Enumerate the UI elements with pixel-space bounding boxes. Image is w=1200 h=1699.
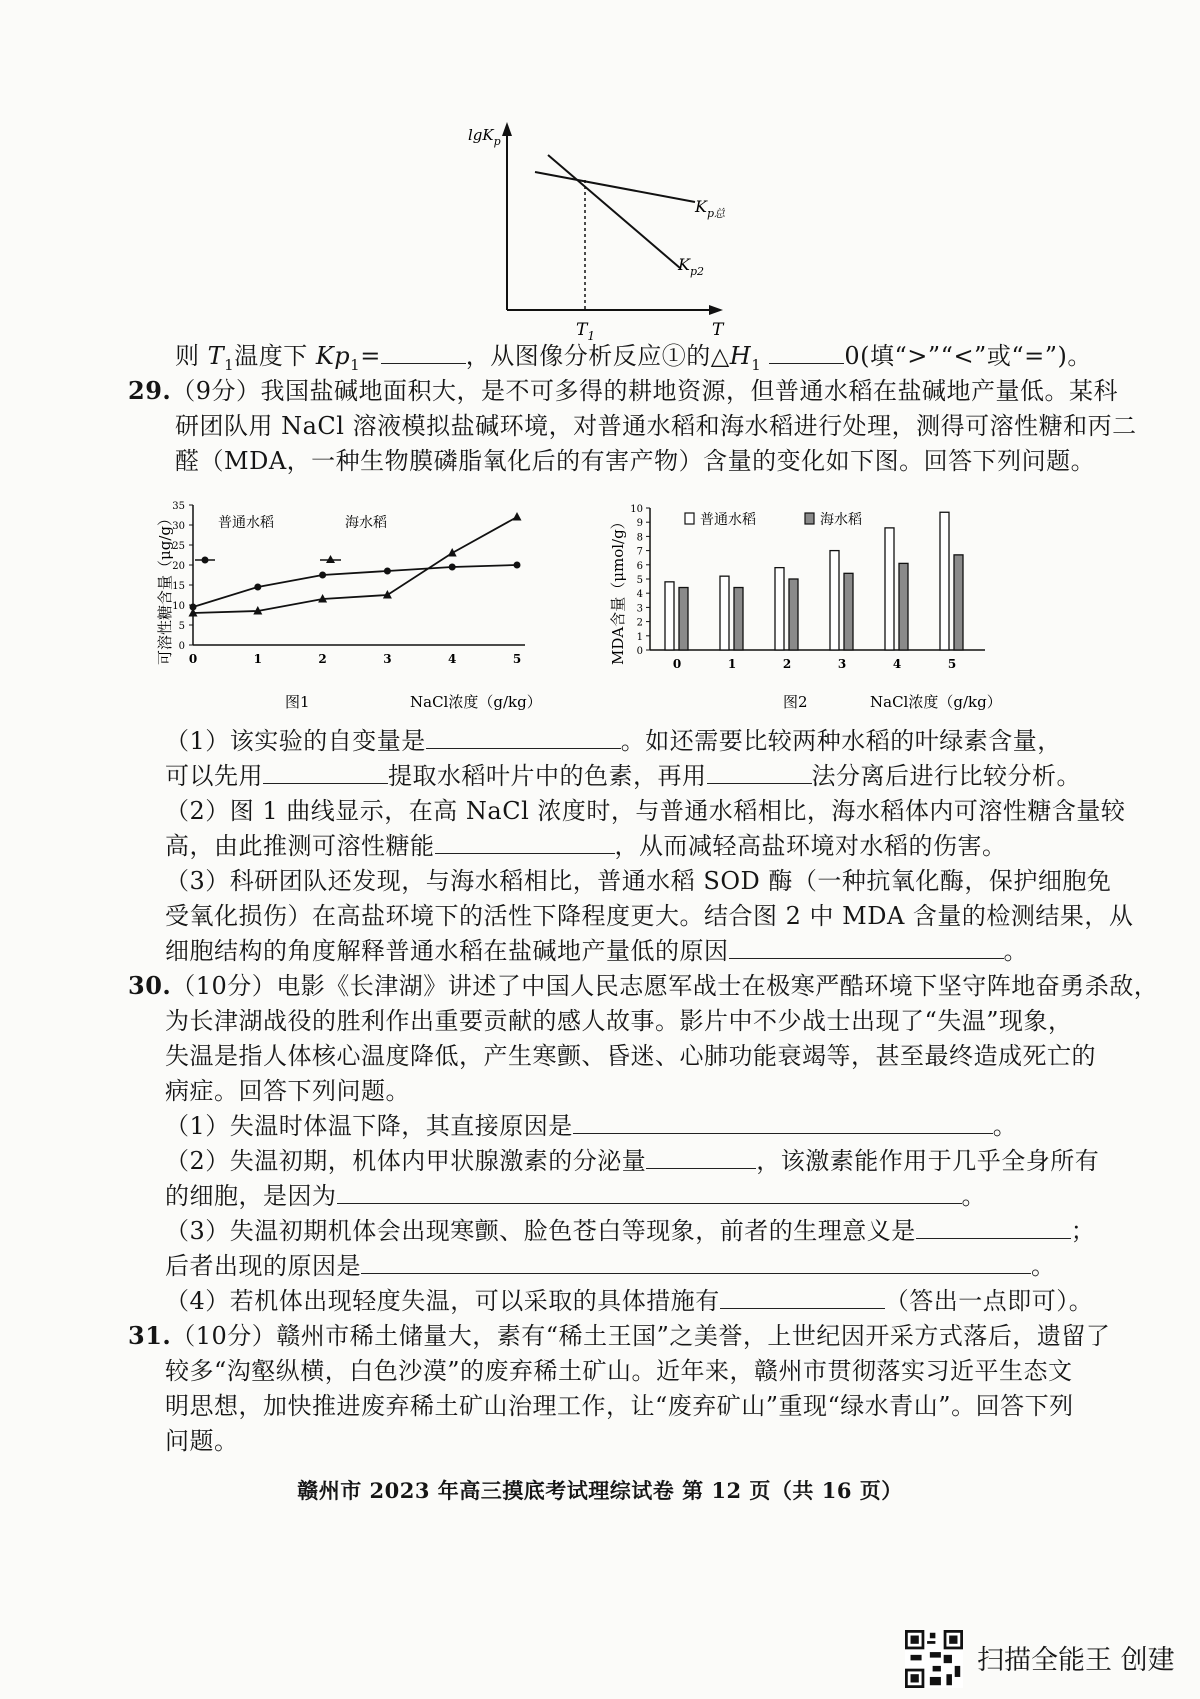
fig2-bar-normal-2 [775,568,784,650]
fig1-x-tick-label: 4 [448,652,457,666]
fig2-x-tick-label: 5 [947,657,957,671]
fig1-y-tick-label: 10 [172,601,185,612]
fig2-y-tick-label: 0 [636,646,643,657]
fig2-y-tick-label: 4 [636,589,643,601]
q29-sub1-line-2: 可以先用 提取水稻叶片中的色素，再用 法分离后进行比较分析。 [165,762,1081,790]
fig1-y-tick-label: 20 [172,561,185,572]
fig2-x-label: NaCl浓度（g/kg） [870,693,1002,711]
q31-line-2: 较多“沟壑纵横，白色沙漠”的废弃稀土矿山。近年来，赣州市贯彻落实习近平生态文 [165,1357,1073,1385]
figure-1-line-chart [155,495,595,715]
fig2-legend-swatch-normal [685,513,694,524]
q31-line-3: 明思想，加快推进废弃稀土矿山治理工作，让“废弃矿山”重现“绿水青山”。回答下列 [165,1392,1074,1420]
fig1-point-normal-4 [449,564,456,571]
fig2-y-tick-label: 9 [636,518,643,530]
fig2-title: 图2 [783,693,808,711]
fig2-bar-sea-1 [734,588,743,650]
fig2-legend-label-sea: 海水稻 [820,512,862,528]
fig2-legend-swatch-sea [805,513,814,524]
fig2-x-tick-label: 0 [672,657,682,671]
fig2-bar-sea-3 [844,573,853,650]
fig2-bar-sea-4 [899,563,908,650]
fig2-y-tick-label: 8 [636,532,643,544]
q29-line-1: 29.（9分）我国盐碱地面积大，是不可多得的耕地资源，但普通水稻在盐碱地产量低。某科 [128,376,1119,405]
fig1-legend-label-sea: 海水稻 [345,515,387,531]
figure-2-bar-chart [605,495,1045,715]
fig1-series-line-0 [193,565,517,607]
q30-line-2: 为长津湖战役的胜利作出重要贡献的感人故事。影片中不少战士出现了“失温”现象， [165,1007,1073,1035]
q30-line-3: 失温是指人体核心温度降低，产生寒颤、昏迷、心肺功能衰竭等，甚至最终造成死亡的 [165,1042,1096,1070]
fig2-bar-sea-2 [789,579,798,650]
fig1-point-normal-3 [384,568,391,575]
fig1-x-tick-label: 0 [188,652,198,666]
q29-sub2-line-2: 高，由此推测可溶性糖能 ，从而减轻高盐环境对水稻的伤害。 [165,832,1007,860]
q29-line-3: 醛（MDA，一种生物膜磷脂氧化后的有害产物）含量的变化如下图。回答下列问题。 [175,447,1096,475]
fig2-y-tick-label: 7 [636,546,643,558]
fig1-y-tick-label: 35 [172,501,185,512]
fig1-legend-marker-sea [326,555,335,563]
fig2-bar-normal-5 [940,512,949,650]
q28-tail-line: 则 $T_1$温度下 $Kp_1=$ ，从图像分析反应①的$\triangle H_1$ 0(填“>”“<”或“=”)。 [175,342,1092,374]
fig2-y-tick-label: 1 [636,631,643,643]
q29-sub2-line-1: （2）图 1 曲线显示，在高 NaCl 浓度时，与普通水稻相比，海水稻体内可溶性糖含量较 [165,797,1126,825]
q30-sub4: （4）若机体出现轻度失温，可以采取的具体措施有 （答出一点即可）。 [165,1287,1094,1315]
fig2-bar-normal-3 [830,551,839,650]
fig2-bar-sea-0 [679,588,688,650]
fig2-bar-normal-0 [665,582,674,650]
q29-line-2: 研团队用 NaCl 溶液模拟盐碱环境，对普通水稻和海水稻进行处理，测得可溶性糖和丙二 [175,412,1137,440]
q30-line-4: 病症。回答下列问题。 [165,1077,410,1105]
q31-line-4: 问题。 [165,1427,239,1455]
q29-sub3-line-3: 细胞结构的角度解释普通水稻在盐碱地产量低的原因 。 [165,937,1028,965]
q29-sub1-line-1: （1）该实验的自变量是 。如还需要比较两种水稻的叶绿素含量， [165,727,1062,755]
fig2-x-tick-label: 3 [837,657,847,671]
y-axis-label: lgK$_p$ [468,126,501,148]
fig1-y-tick-label: 30 [172,521,185,532]
fig1-point-sea-3 [383,590,392,599]
page-footer: 赣州市 2023 年高三摸底考试理综试卷 第 12 页（共 16 页） [297,1478,903,1503]
q30-sub2-line-2: 的细胞，是因为 。 [165,1182,986,1210]
q30-sub3-line-2: 后者出现的原因是 。 [165,1252,1056,1280]
fig1-point-sea-5 [513,512,522,521]
lgkp-vs-t-graph [460,110,780,345]
fig2-bar-normal-4 [885,528,894,650]
watermark-text: 扫描全能王 创建 [977,1645,1175,1676]
scanner-watermark [905,1630,1195,1685]
fig2-y-tick-label: 3 [636,603,643,615]
q29-sub3-line-2: 受氧化损伤）在高盐环境下的活性下降程度更大。结合图 2 中 MDA 含量的检测结果，从 [165,902,1134,930]
fig2-y-label: MDA含量（μmol/g） [609,514,627,665]
fig2-x-tick-label: 4 [892,657,902,671]
fig2-y-tick-label: 2 [636,617,643,629]
fig2-legend-label-normal: 普通水稻 [700,512,756,528]
fig1-y-tick-label: 15 [172,581,185,592]
fig1-y-tick-label: 0 [178,641,185,652]
fig1-point-normal-5 [514,562,521,569]
fig1-point-normal-1 [254,584,261,591]
fig1-x-label: NaCl浓度（g/kg） [410,693,542,711]
fig2-y-tick-label: 10 [630,504,643,515]
fig2-bar-sea-5 [954,555,963,650]
fig2-bar-normal-1 [720,576,729,650]
fig1-y-tick-label: 25 [172,541,185,552]
fig1-x-tick-label: 3 [383,652,392,666]
fig1-y-label: 可溶性糖含量（μg/g） [156,510,174,665]
q30-sub1: （1）失温时体温下降，其直接原因是 。 [165,1112,1018,1140]
q30-sub3-line-1: （3）失温初期机体会出现寒颤、脸色苍白等现象，前者的生理意义是 ； [165,1217,1096,1245]
kp2-label: $K_{p2}$ [678,255,704,278]
qr-code-icon [905,1630,963,1688]
fig2-y-tick-label: 6 [636,560,643,572]
fig2-x-tick-label: 1 [727,657,737,671]
x-axis-label: T [712,320,724,340]
kp-total-label: $K_{p总}$ [695,197,725,220]
t1-label: $T_1$ [576,320,595,343]
fig1-y-tick-label: 5 [178,621,185,632]
fig1-x-tick-label: 1 [253,652,262,666]
fig1-x-tick-label: 2 [318,652,327,666]
fig1-legend-label-normal: 普通水稻 [218,515,274,531]
fig1-title: 图1 [285,693,310,711]
q30-sub2-line-1: （2）失温初期，机体内甲状腺激素的分泌量 ，该激素能作用于几乎全身所有 [165,1147,1100,1175]
q31-line-1: 31.（10分）赣州市稀土储量大，素有“稀土王国”之美誉，上世纪因开采方式落后，遗留了 [128,1321,1111,1350]
fig2-y-tick-label: 5 [636,575,643,586]
q30-line-1: 30.（10分）电影《长津湖》讲述了中国人民志愿军战士在极寒严酷环境下坚守阵地奋勇杀敌， [128,971,1159,1000]
fig1-x-tick-label: 5 [512,652,522,666]
fig1-legend-marker-normal [202,557,209,564]
fig1-series-line-1 [193,517,517,613]
fig2-x-tick-label: 2 [782,657,792,671]
fig1-point-normal-2 [319,572,326,579]
q29-sub3-line-1: （3）科研团队还发现，与海水稻相比，普通水稻 SOD 酶（一种抗氧化酶，保护细胞免 [165,867,1112,895]
